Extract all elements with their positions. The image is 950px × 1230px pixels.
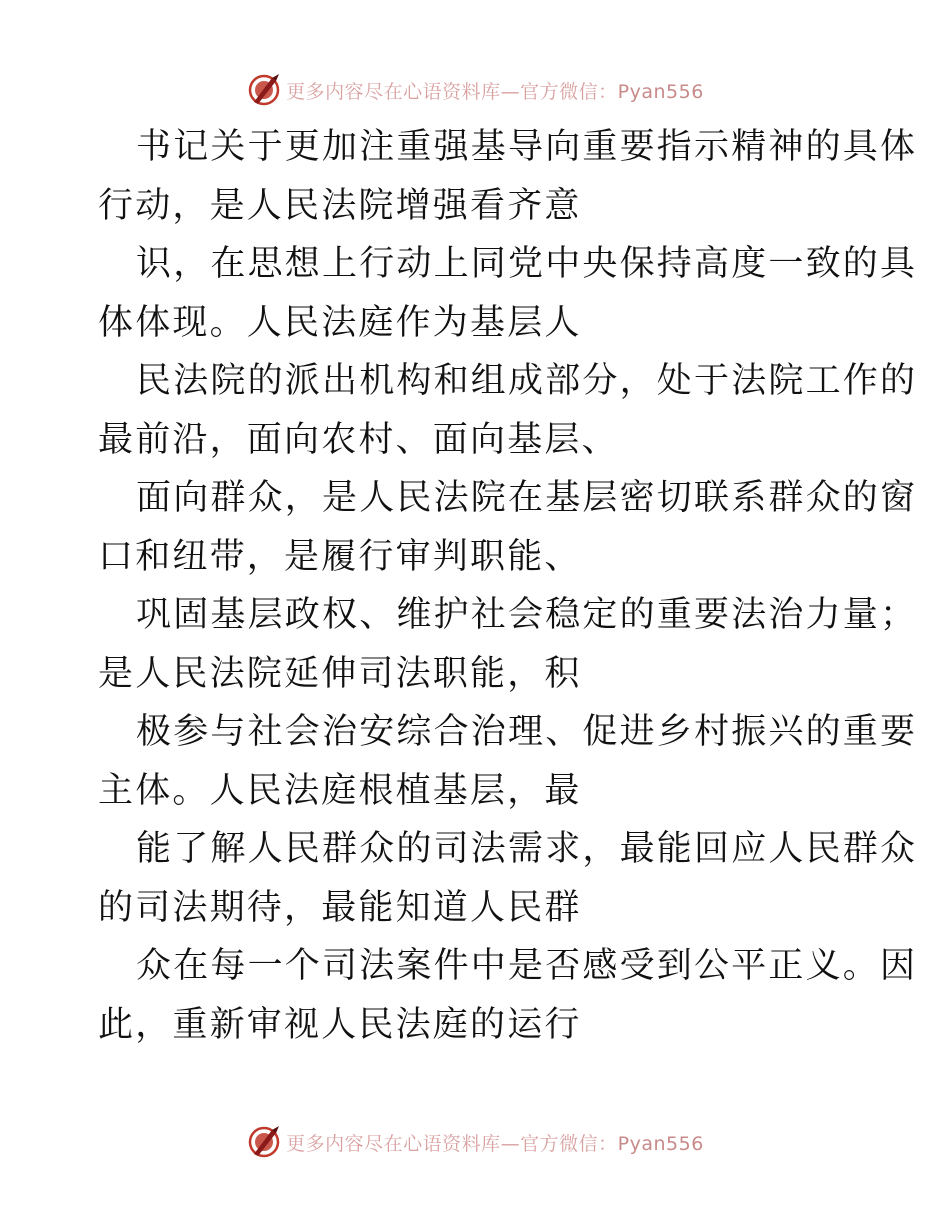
paragraph-line: 众在每一个司法案件中是否感受到公平正义。因 <box>136 946 918 986</box>
paragraph-line: 最前沿，面向农村、面向基层、 <box>98 419 619 460</box>
wechat-id: Pyan556 <box>617 80 704 103</box>
paragraph-line: 民法院的派出机构和组成部分，处于法院工作的 <box>136 361 918 401</box>
watermark-text: 更多内容尽在心语资料库—官方微信：Pyan556 <box>286 80 704 103</box>
paragraph-line: 书记关于更加注重强基导向重要指示精神的具体 <box>136 127 918 167</box>
paragraph-line: 此，重新审视人民法庭的运行 <box>98 1004 582 1045</box>
paragraph-line: 面向群众，是人民法院在基层密切联系群众的窗 <box>136 478 918 518</box>
paragraph-line: 是人民法院延伸司法职能，积 <box>98 653 582 694</box>
footer-watermark-banner <box>0 1120 950 1164</box>
header-watermark-banner <box>0 68 950 112</box>
document-body <box>98 118 918 1054</box>
quill-seal-icon <box>246 1124 282 1160</box>
paragraph-line: 能了解人民群众的司法需求，最能回应人民群众 <box>136 829 918 869</box>
quill-seal-icon <box>246 72 282 108</box>
paragraph-line: 体体现。人民法庭作为基层人 <box>98 302 582 343</box>
paragraph-line: 口和纽带，是履行审判职能、 <box>98 536 582 577</box>
wechat-id: Pyan556 <box>617 1132 704 1155</box>
paragraph-line: 极参与社会治安综合治理、促进乡村振兴的重要 <box>136 712 918 752</box>
paragraph-line: 主体。人民法庭根植基层，最 <box>98 770 582 811</box>
paragraph-line: 巩固基层政权、维护社会稳定的重要法治力量； <box>136 595 918 635</box>
watermark-text: 更多内容尽在心语资料库—官方微信：Pyan556 <box>286 1132 704 1155</box>
paragraph-line: 的司法期待，最能知道人民群 <box>98 887 582 928</box>
paragraph-line: 行动，是人民法院增强看齐意 <box>98 185 582 226</box>
paragraph-line: 识，在思想上行动上同党中央保持高度一致的具 <box>136 244 918 284</box>
